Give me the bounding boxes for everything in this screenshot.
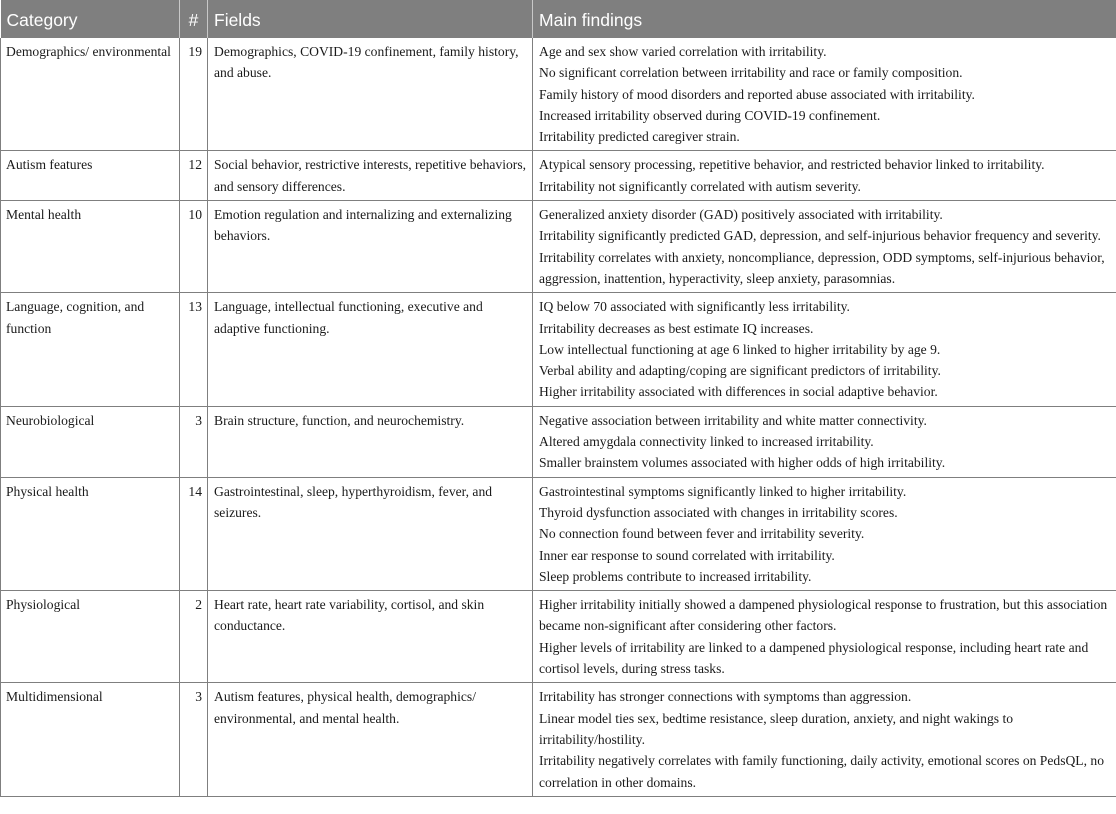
finding-item: Increased irritability observed during COVID-19 confinement. xyxy=(539,107,881,123)
finding-item: Altered amygdala connectivity linked to increased irritability. xyxy=(539,434,874,450)
category-cell: Neurobiological xyxy=(1,406,180,477)
count-cell: 12 xyxy=(180,151,208,201)
finding-item: Higher levels of irritability are linked to a dampened physiological response, including heart rate and cortisol levels, during stress tasks. xyxy=(539,639,1089,677)
table-row xyxy=(1,406,1116,477)
count-cell: 14 xyxy=(180,477,208,590)
finding-item: IQ below 70 associated with significantly less irritability. xyxy=(539,299,850,315)
fields-cell: Gastrointestinal, sleep, hyperthyroidism, fever, and seizures. xyxy=(208,477,533,590)
category-cell: Physical health xyxy=(1,477,180,590)
findings-cell xyxy=(533,683,1116,796)
count-cell: 19 xyxy=(180,38,208,151)
finding-item: Irritability correlates with anxiety, noncompliance, depression, ODD symptoms, self-injurious behavior, aggression, inattention, hyperactivity, sleep anxiety, parasomnias. xyxy=(539,249,1105,286)
finding-item: Family history of mood disorders and reported abuse associated with irritability. xyxy=(539,86,975,102)
finding-item: Higher irritability associated with differences in social adaptive behavior. xyxy=(539,384,938,400)
table-row xyxy=(1,201,1116,293)
fields-cell: Autism features, physical health, demographics/ environmental, and mental health. xyxy=(208,683,533,796)
table-row xyxy=(1,477,1116,590)
count-cell: 3 xyxy=(180,406,208,477)
table-row xyxy=(1,151,1116,201)
table-row xyxy=(1,683,1116,796)
fields-cell: Demographics, COVID-19 confinement, family history, and abuse. xyxy=(208,38,533,151)
table-header xyxy=(1,0,1116,38)
fields-cell: Heart rate, heart rate variability, cortisol, and skin conductance. xyxy=(208,591,533,683)
finding-item: Linear model ties sex, bedtime resistance, sleep duration, anxiety, and night wakings to irritability/hostility. xyxy=(539,710,1014,747)
finding-item: No significant correlation between irritability and race or family composition. xyxy=(539,65,963,81)
findings-cell xyxy=(533,151,1116,201)
finding-item: Negative association between irritability and white matter connectivity. xyxy=(539,412,927,428)
finding-item: Irritability has stronger connections with symptoms than aggression. xyxy=(539,689,912,705)
finding-item: Irritability decreases as best estimate IQ increases. xyxy=(539,320,814,336)
count-cell: 10 xyxy=(180,201,208,293)
findings-cell xyxy=(533,38,1116,151)
finding-item: Sleep problems contribute to increased irritability. xyxy=(539,568,812,584)
category-cell: Multidimensional xyxy=(1,683,180,796)
findings-cell xyxy=(533,591,1116,683)
finding-item: Atypical sensory processing, repetitive behavior, and restricted behavior linked to irritability. xyxy=(539,157,1045,173)
header-findings: Main findings xyxy=(533,0,1116,38)
finding-item: Thyroid dysfunction associated with changes in irritability scores. xyxy=(539,504,898,520)
finding-item: Age and sex show varied correlation with irritability. xyxy=(539,44,827,59)
findings-cell xyxy=(533,201,1116,293)
table-body xyxy=(1,38,1116,796)
header-count: # xyxy=(180,0,208,38)
fields-cell: Language, intellectual functioning, executive and adaptive functioning. xyxy=(208,293,533,406)
table-row xyxy=(1,38,1116,151)
fields-cell: Social behavior, restrictive interests, repetitive behaviors, and sensory differences. xyxy=(208,151,533,201)
category-cell: Physiological xyxy=(1,591,180,683)
table-row xyxy=(1,591,1116,683)
header-row xyxy=(1,0,1116,38)
header-fields: Fields xyxy=(208,0,533,38)
fields-cell: Brain structure, function, and neurochemistry. xyxy=(208,406,533,477)
finding-item: Inner ear response to sound correlated with irritability. xyxy=(539,547,835,563)
finding-item: Irritability predicted caregiver strain. xyxy=(539,129,740,145)
category-cell: Language, cognition, and function xyxy=(1,293,180,406)
count-cell: 2 xyxy=(180,591,208,683)
count-cell: 3 xyxy=(180,683,208,796)
finding-item: Irritability negatively correlates with family functioning, daily activity, emotional scores on PedsQL, no correlation in other domains. xyxy=(539,753,1105,790)
finding-item: Irritability significantly predicted GAD, depression, and self-injurious behavior frequency and severity. xyxy=(539,228,1101,244)
finding-item: Higher irritability initially showed a dampened physiological response to frustration, but this association became non-significant after considering other factors. xyxy=(539,597,1108,634)
finding-item: Smaller brainstem volumes associated with higher odds of high irritability. xyxy=(539,455,946,471)
header-category: Category xyxy=(1,0,180,38)
table-row xyxy=(1,293,1116,406)
category-cell: Demographics/ environmental xyxy=(1,38,180,151)
category-cell: Mental health xyxy=(1,201,180,293)
finding-item: Irritability not significantly correlated with autism severity. xyxy=(539,178,861,194)
findings-cell xyxy=(533,477,1116,590)
finding-item: No connection found between fever and irritability severity. xyxy=(539,526,865,542)
finding-item: Gastrointestinal symptoms significantly linked to higher irritability. xyxy=(539,483,907,499)
count-cell: 13 xyxy=(180,293,208,406)
findings-cell xyxy=(533,293,1116,406)
finding-item: Low intellectual functioning at age 6 linked to higher irritability by age 9. xyxy=(539,341,941,357)
finding-item: Generalized anxiety disorder (GAD) positively associated with irritability. xyxy=(539,207,943,223)
fields-cell: Emotion regulation and internalizing and externalizing behaviors. xyxy=(208,201,533,293)
category-cell: Autism features xyxy=(1,151,180,201)
findings-cell xyxy=(533,406,1116,477)
finding-item: Verbal ability and adapting/coping are significant predictors of irritability. xyxy=(539,363,941,379)
